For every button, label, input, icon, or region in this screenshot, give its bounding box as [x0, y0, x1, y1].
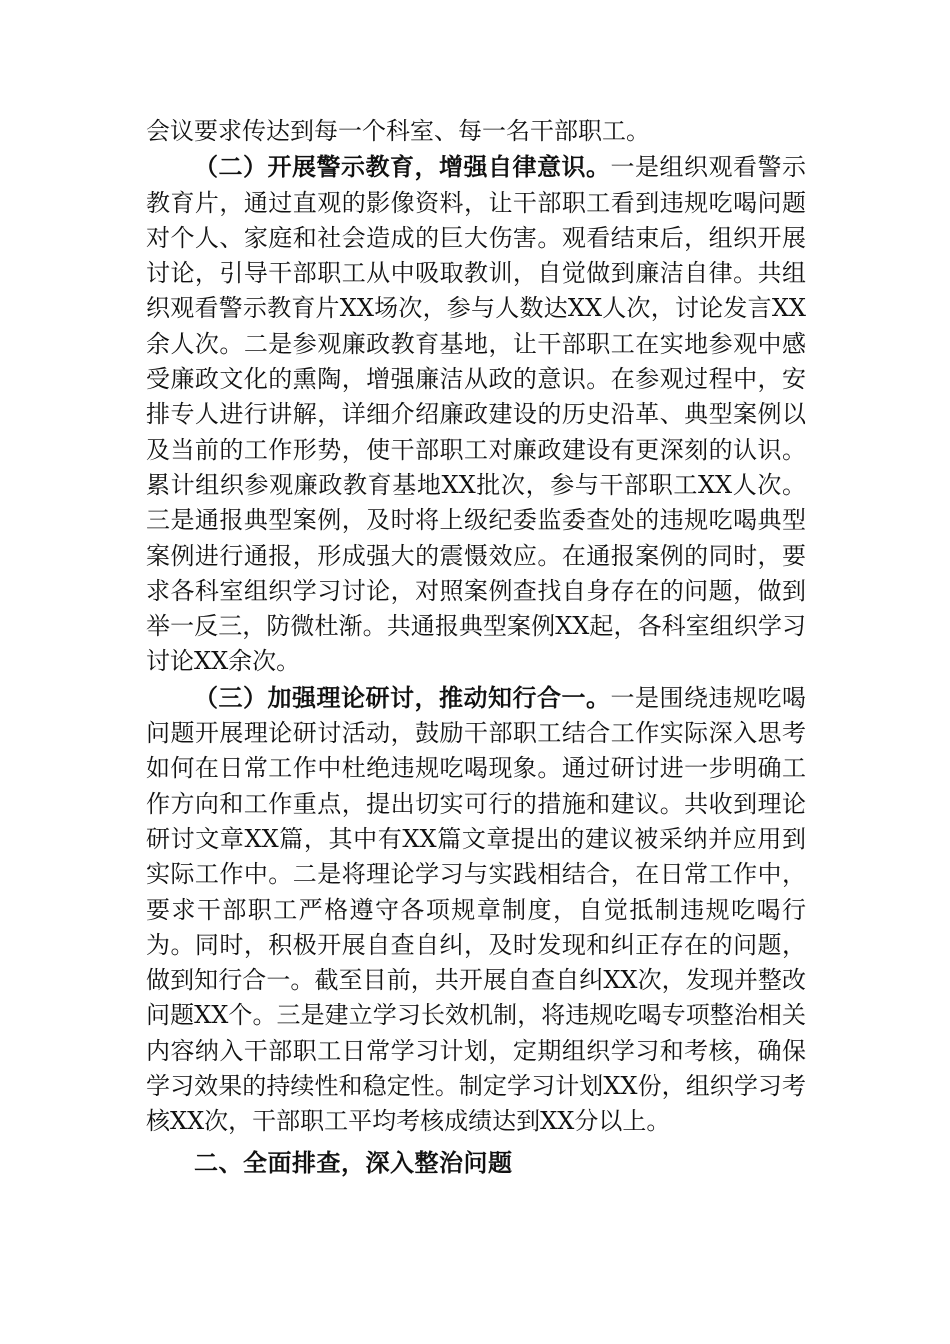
paragraph-text: 一是组织观看警示教育片，通过直观的影像资料，让干部职工看到违规吃喝问题对个人、家庭和社会造成的巨大伤害。观看结束后，组织开展讨论，引导干部职工从中吸取教训，自觉做到廉洁自律。共组织观看警示教育片XX场次，参与人数达XX人次，讨论发言XX余人次。二是参观廉政教育基地，让干部职工在实地参观中感受廉政文化的熏陶，增强廉洁从政的意识。在参观过程中，安排专人进行讲解，详细介绍廉政建设的历史沿革、典型案例以及当前的工作形势，使干部职工对廉政建设有更深刻的认识。累计组织参观廉政教育基地XX批次，参与干部职工XX人次。三是通报典型案例，及时将上级纪委监委查处的违规吃喝典型案例进行通报，形成强大的震慑效应。在通报案例的同时，要求各科室组织学习讨论，对照案例查找自身存在的问题，做到举一反三，防微杜渐。共通报典型案例XX起，各科室组织学习讨论XX余次。	[146, 153, 806, 676]
paragraph-warning-education	[146, 149, 806, 679]
paragraph-text: 会议要求传达到每一个科室、每一名干部职工。	[146, 117, 650, 145]
paragraph-lead: （三）加强理论研讨，推动知行合一。	[194, 682, 611, 712]
section-heading: 二、全面排查，深入整治问题	[194, 1148, 513, 1177]
paragraph-lead: （二）开展警示教育，增强自律意识。	[194, 152, 611, 182]
document-body	[146, 114, 806, 1181]
paragraph-continuation	[146, 114, 806, 149]
paragraph-text: 一是围绕违规吃喝问题开展理论研讨活动，鼓励干部职工结合工作实际深入思考如何在日常工作中杜绝违规吃喝现象。通过研讨进一步明确工作方向和工作重点，提出切实可行的措施和建议。共收到理论研讨文章XX篇，其中有XX篇文章提出的建议被采纳并应用到实际工作中。二是将理论学习与实践相结合，在日常工作中，要求干部职工严格遵守各项规章制度，自觉抵制违规吃喝行为。同时，积极开展自查自纠，及时发现和纠正存在的问题，做到知行合一。截至目前，共开展自查自纠XX次，发现并整改问题XX个。三是建立学习长效机制，将违规吃喝专项整治相关内容纳入干部职工日常学习计划，定期组织学习和考核，确保学习效果的持续性和稳定性。制定学习计划XX份，组织学习考核XX次，干部职工平均考核成绩达到XX分以上。	[146, 683, 806, 1136]
paragraph-theory-discussion	[146, 680, 806, 1140]
